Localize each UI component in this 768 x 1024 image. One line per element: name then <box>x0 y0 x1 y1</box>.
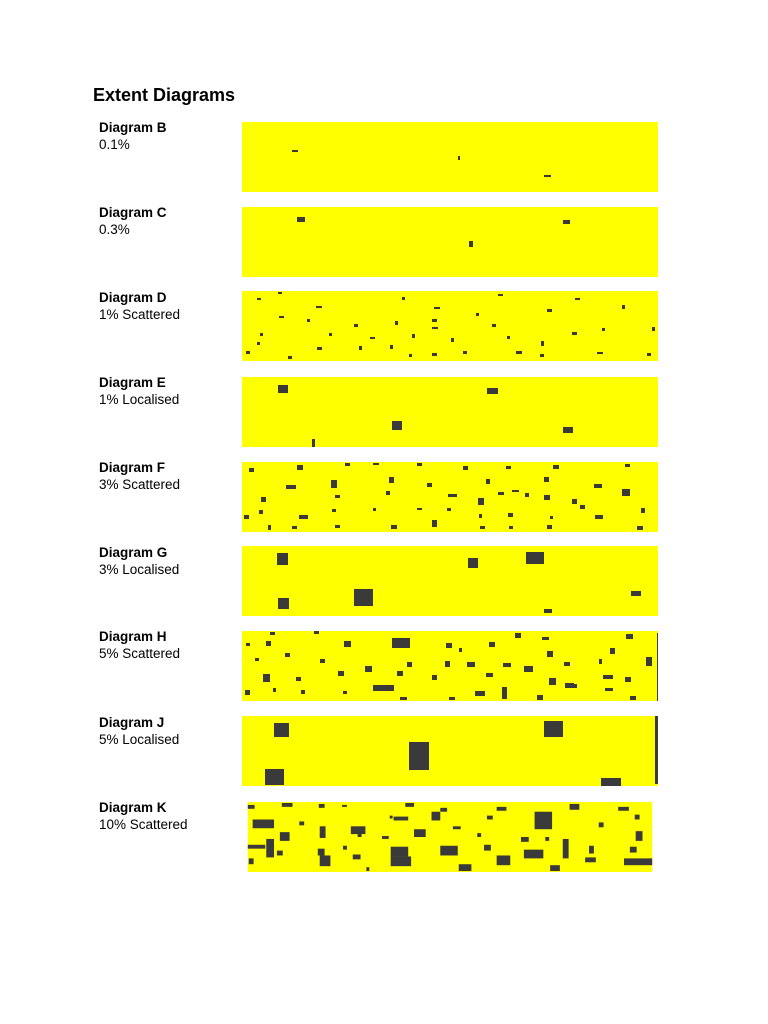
extent-mark <box>365 666 372 672</box>
extent-mark <box>332 509 336 512</box>
extent-mark <box>246 643 250 646</box>
extent-mark <box>463 466 468 470</box>
extent-mark <box>257 342 260 345</box>
extent-mark <box>515 633 521 638</box>
extent-mark <box>459 864 472 871</box>
extent-mark <box>469 241 473 247</box>
extent-mark <box>563 220 570 224</box>
extent-mark <box>575 298 580 300</box>
extent-mark <box>412 334 415 338</box>
extent-mark <box>320 659 325 663</box>
extent-mark <box>259 510 263 514</box>
extent-mark <box>292 526 297 529</box>
extent-mark <box>285 653 290 657</box>
diagram-b-strip <box>242 122 658 192</box>
extent-mark <box>432 327 438 329</box>
extent-mark <box>540 354 544 357</box>
extent-mark <box>605 688 613 691</box>
extent-mark <box>390 345 393 349</box>
extent-mark <box>292 150 298 152</box>
extent-mark <box>448 494 457 497</box>
extent-mark <box>266 641 271 646</box>
extent-mark <box>263 674 270 682</box>
diagram-c-strip <box>242 207 658 277</box>
extent-mark <box>245 690 250 695</box>
diagram-extent: 5% Localised <box>99 731 180 747</box>
extent-mark <box>498 492 504 495</box>
extent-mark <box>475 691 485 696</box>
extent-mark <box>610 648 615 654</box>
extent-mark <box>463 351 467 354</box>
extent-mark <box>570 684 577 688</box>
diagram-k-strip <box>242 802 658 872</box>
extent-mark <box>402 297 405 300</box>
extent-mark <box>544 495 550 500</box>
extent-mark <box>526 552 544 564</box>
extent-mark <box>253 820 274 829</box>
extent-mark <box>447 508 451 511</box>
extent-mark <box>344 641 351 647</box>
extent-mark <box>497 855 511 865</box>
extent-mark <box>286 485 296 489</box>
extent-mark <box>541 341 544 346</box>
extent-mark <box>537 695 543 700</box>
extent-mark <box>261 497 266 502</box>
extent-mark <box>487 388 498 394</box>
extent-mark <box>545 837 549 841</box>
extent-mark <box>255 658 259 661</box>
extent-mark <box>547 525 552 529</box>
extent-mark <box>265 769 284 785</box>
extent-mark <box>405 803 414 807</box>
extent-mark <box>432 520 437 527</box>
extent-mark <box>299 821 304 825</box>
extent-mark <box>389 477 394 483</box>
extent-mark <box>343 846 347 850</box>
extent-mark <box>542 637 549 640</box>
extent-mark <box>407 662 412 667</box>
extent-mark <box>492 324 496 327</box>
extent-mark <box>503 663 511 667</box>
diagram-extent: 10% Scattered <box>99 816 188 832</box>
extent-mark <box>618 807 629 811</box>
diagram-f-label <box>99 460 180 493</box>
extent-mark <box>467 662 475 667</box>
extent-mark <box>248 805 255 809</box>
extent-mark <box>544 477 549 482</box>
extent-mark <box>270 632 275 635</box>
extent-mark <box>343 691 347 694</box>
extent-mark <box>440 846 458 856</box>
extent-mark <box>635 815 640 820</box>
extent-mark <box>432 812 441 821</box>
diagram-g-strip <box>242 546 658 616</box>
extent-mark <box>497 807 507 811</box>
extent-mark <box>394 817 409 821</box>
extent-mark <box>434 307 440 309</box>
extent-mark <box>550 865 560 871</box>
extent-mark <box>570 804 580 810</box>
extent-mark <box>585 857 596 862</box>
diagram-g-label <box>99 545 179 578</box>
extent-mark <box>446 643 452 648</box>
strip-background <box>242 122 658 192</box>
extent-mark <box>489 642 495 647</box>
extent-mark <box>244 515 249 519</box>
extent-mark <box>535 812 553 830</box>
diagram-j-label <box>99 715 179 748</box>
extent-mark <box>382 836 389 839</box>
extent-mark <box>354 324 358 327</box>
extent-mark <box>359 346 362 350</box>
extent-mark <box>397 671 403 676</box>
extent-mark <box>257 298 261 300</box>
diagram-k-label <box>99 800 188 833</box>
extent-mark <box>652 327 655 331</box>
diagram-c-label <box>99 205 167 238</box>
extent-mark <box>248 845 266 849</box>
extent-mark <box>572 332 577 335</box>
extent-mark <box>509 526 513 529</box>
extent-mark <box>400 697 407 700</box>
extent-mark <box>487 816 493 820</box>
extent-mark <box>329 333 332 336</box>
extent-mark <box>317 347 322 350</box>
extent-mark <box>477 833 481 837</box>
extent-mark <box>299 515 308 519</box>
extent-mark <box>594 484 602 488</box>
extent-mark <box>449 697 455 700</box>
diagram-f-strip <box>242 462 658 532</box>
extent-mark <box>476 313 479 316</box>
diagram-extent: 5% Scattered <box>99 645 181 661</box>
extent-mark <box>544 609 552 613</box>
extent-mark <box>417 463 422 466</box>
extent-mark <box>351 826 366 834</box>
extent-mark <box>280 832 290 841</box>
extent-mark <box>646 657 652 666</box>
extent-mark <box>589 846 594 854</box>
extent-mark <box>599 659 602 664</box>
extent-mark <box>521 837 529 842</box>
extent-mark <box>268 525 271 530</box>
extent-mark <box>278 385 288 393</box>
extent-mark <box>278 292 282 294</box>
diagram-d-strip <box>242 291 658 361</box>
diagram-name: Diagram F <box>99 460 166 475</box>
extent-mark <box>459 648 462 652</box>
page-title: Extent Diagrams <box>93 85 236 105</box>
diagram-name: Diagram B <box>99 120 167 135</box>
extent-mark <box>564 662 570 666</box>
extent-mark <box>312 439 315 447</box>
diagram-e-label <box>99 375 179 408</box>
strip-background <box>242 291 658 361</box>
extent-mark <box>524 850 543 859</box>
diagram-h-strip <box>242 631 658 701</box>
extent-mark <box>622 305 625 309</box>
extent-mark <box>547 309 552 312</box>
extent-mark <box>260 333 263 336</box>
extent-mark <box>603 675 613 679</box>
extent-mark <box>279 316 284 318</box>
extent-mark <box>335 525 340 528</box>
extent-mark <box>278 598 289 609</box>
extent-mark <box>451 338 454 342</box>
extent-mark <box>409 354 412 357</box>
extent-mark <box>297 465 303 470</box>
extent-mark <box>595 515 603 519</box>
extent-mark <box>354 589 373 606</box>
extent-mark <box>563 839 569 858</box>
extent-mark <box>478 498 484 505</box>
diagram-name: Diagram K <box>99 800 167 815</box>
extent-mark <box>631 591 641 596</box>
extent-mark <box>395 321 398 325</box>
extent-mark <box>392 421 402 430</box>
extent-mark <box>353 855 361 860</box>
extent-mark <box>602 328 605 331</box>
extent-mark <box>636 831 643 841</box>
extent-mark <box>572 499 577 504</box>
extent-mark <box>563 427 573 433</box>
diagram-name: Diagram D <box>99 290 167 305</box>
diagram-d-label <box>99 290 180 323</box>
extent-mark <box>342 805 347 807</box>
diagram-extent: 0.1% <box>99 136 130 152</box>
diagram-name: Diagram H <box>99 629 167 644</box>
extent-mark <box>301 690 305 694</box>
extent-mark <box>316 306 322 308</box>
extent-mark <box>502 687 507 699</box>
extent-mark <box>320 855 331 866</box>
extent-mark <box>432 319 437 322</box>
extent-mark <box>373 463 379 465</box>
extent-mark <box>249 468 254 472</box>
extent-mark <box>266 839 274 857</box>
diagram-extent: 1% Localised <box>99 391 180 407</box>
extent-mark <box>486 479 490 484</box>
extent-mark <box>486 673 493 677</box>
extent-mark <box>246 351 250 354</box>
extent-mark <box>458 156 460 160</box>
extent-mark <box>358 833 362 837</box>
extent-mark <box>373 508 376 511</box>
extent-mark <box>553 465 559 469</box>
extent-mark <box>547 651 553 657</box>
extent-mark <box>370 337 375 339</box>
extent-mark <box>544 175 551 177</box>
extent-mark <box>597 352 603 354</box>
extent-mark <box>307 319 310 322</box>
extent-mark <box>641 508 645 513</box>
extent-mark <box>624 858 652 865</box>
extent-mark <box>331 480 337 488</box>
extent-mark <box>277 553 288 565</box>
extent-mark <box>626 634 633 639</box>
extent-mark <box>655 716 658 784</box>
extent-mark <box>386 491 390 495</box>
extent-mark <box>432 675 437 680</box>
extent-mark <box>417 508 422 510</box>
extent-mark <box>580 505 585 509</box>
diagram-extent: 1% Scattered <box>99 306 181 322</box>
extent-mark <box>479 514 482 518</box>
diagram-b-label <box>99 120 167 153</box>
extent-mark <box>647 353 651 356</box>
extent-mark <box>445 661 450 667</box>
extent-mark <box>453 826 461 829</box>
diagram-name: Diagram E <box>99 375 166 390</box>
extent-mark <box>314 631 319 634</box>
extent-mark <box>373 685 394 691</box>
diagram-h-label <box>99 629 180 662</box>
extent-mark <box>391 847 409 857</box>
extent-mark <box>507 336 510 339</box>
extent-mark <box>273 688 276 692</box>
extent-mark <box>319 804 325 808</box>
extent-mark <box>657 633 658 701</box>
diagram-name: Diagram C <box>99 205 167 220</box>
diagram-extent: 0.3% <box>99 221 130 237</box>
diagram-name: Diagram J <box>99 715 165 730</box>
extent-mark <box>391 856 411 866</box>
extent-mark <box>318 849 325 856</box>
extent-mark <box>549 678 556 685</box>
extent-mark <box>468 558 478 568</box>
extent-mark <box>338 671 344 676</box>
extent-mark <box>274 723 289 737</box>
extent-mark <box>550 516 553 519</box>
extent-mark <box>544 721 563 737</box>
diagram-extent: 3% Scattered <box>99 476 181 492</box>
extent-mark <box>414 829 426 837</box>
extent-mark <box>625 677 631 682</box>
extent-mark <box>409 742 429 770</box>
extent-mark <box>637 526 643 530</box>
extent-mark <box>390 816 393 819</box>
extent-mark <box>427 483 432 487</box>
extent-mark <box>297 217 305 222</box>
extent-mark <box>432 353 437 356</box>
extent-mark <box>508 513 513 517</box>
extent-mark <box>525 493 529 497</box>
extent-mark <box>282 803 293 807</box>
diagram-e-strip <box>242 377 658 447</box>
extent-mark <box>524 666 533 672</box>
extent-mark <box>498 294 503 296</box>
strip-background <box>242 377 658 447</box>
extent-mark <box>630 696 636 700</box>
extent-mark <box>599 822 604 827</box>
extent-mark <box>249 858 254 864</box>
extent-mark <box>335 495 340 498</box>
diagram-extent: 3% Localised <box>99 561 180 577</box>
extent-mark <box>296 677 301 681</box>
extent-mark <box>288 356 292 359</box>
extent-mark <box>601 778 621 786</box>
strip-background <box>242 546 658 616</box>
extent-mark <box>320 826 326 838</box>
extent-mark <box>630 847 637 853</box>
diagram-j-strip <box>242 716 658 786</box>
extent-mark <box>440 808 447 812</box>
extent-mark <box>345 463 350 466</box>
extent-mark <box>622 489 630 496</box>
extent-mark <box>506 466 511 469</box>
extent-mark <box>392 638 410 648</box>
strip-background <box>242 716 658 786</box>
extent-mark <box>512 490 519 492</box>
extent-mark <box>391 525 397 529</box>
diagram-name: Diagram G <box>99 545 168 560</box>
extent-mark <box>484 845 491 851</box>
extent-mark <box>516 351 522 354</box>
extent-mark <box>277 851 283 856</box>
extent-mark <box>480 526 485 529</box>
extent-mark <box>366 867 369 871</box>
extent-mark <box>625 464 630 467</box>
